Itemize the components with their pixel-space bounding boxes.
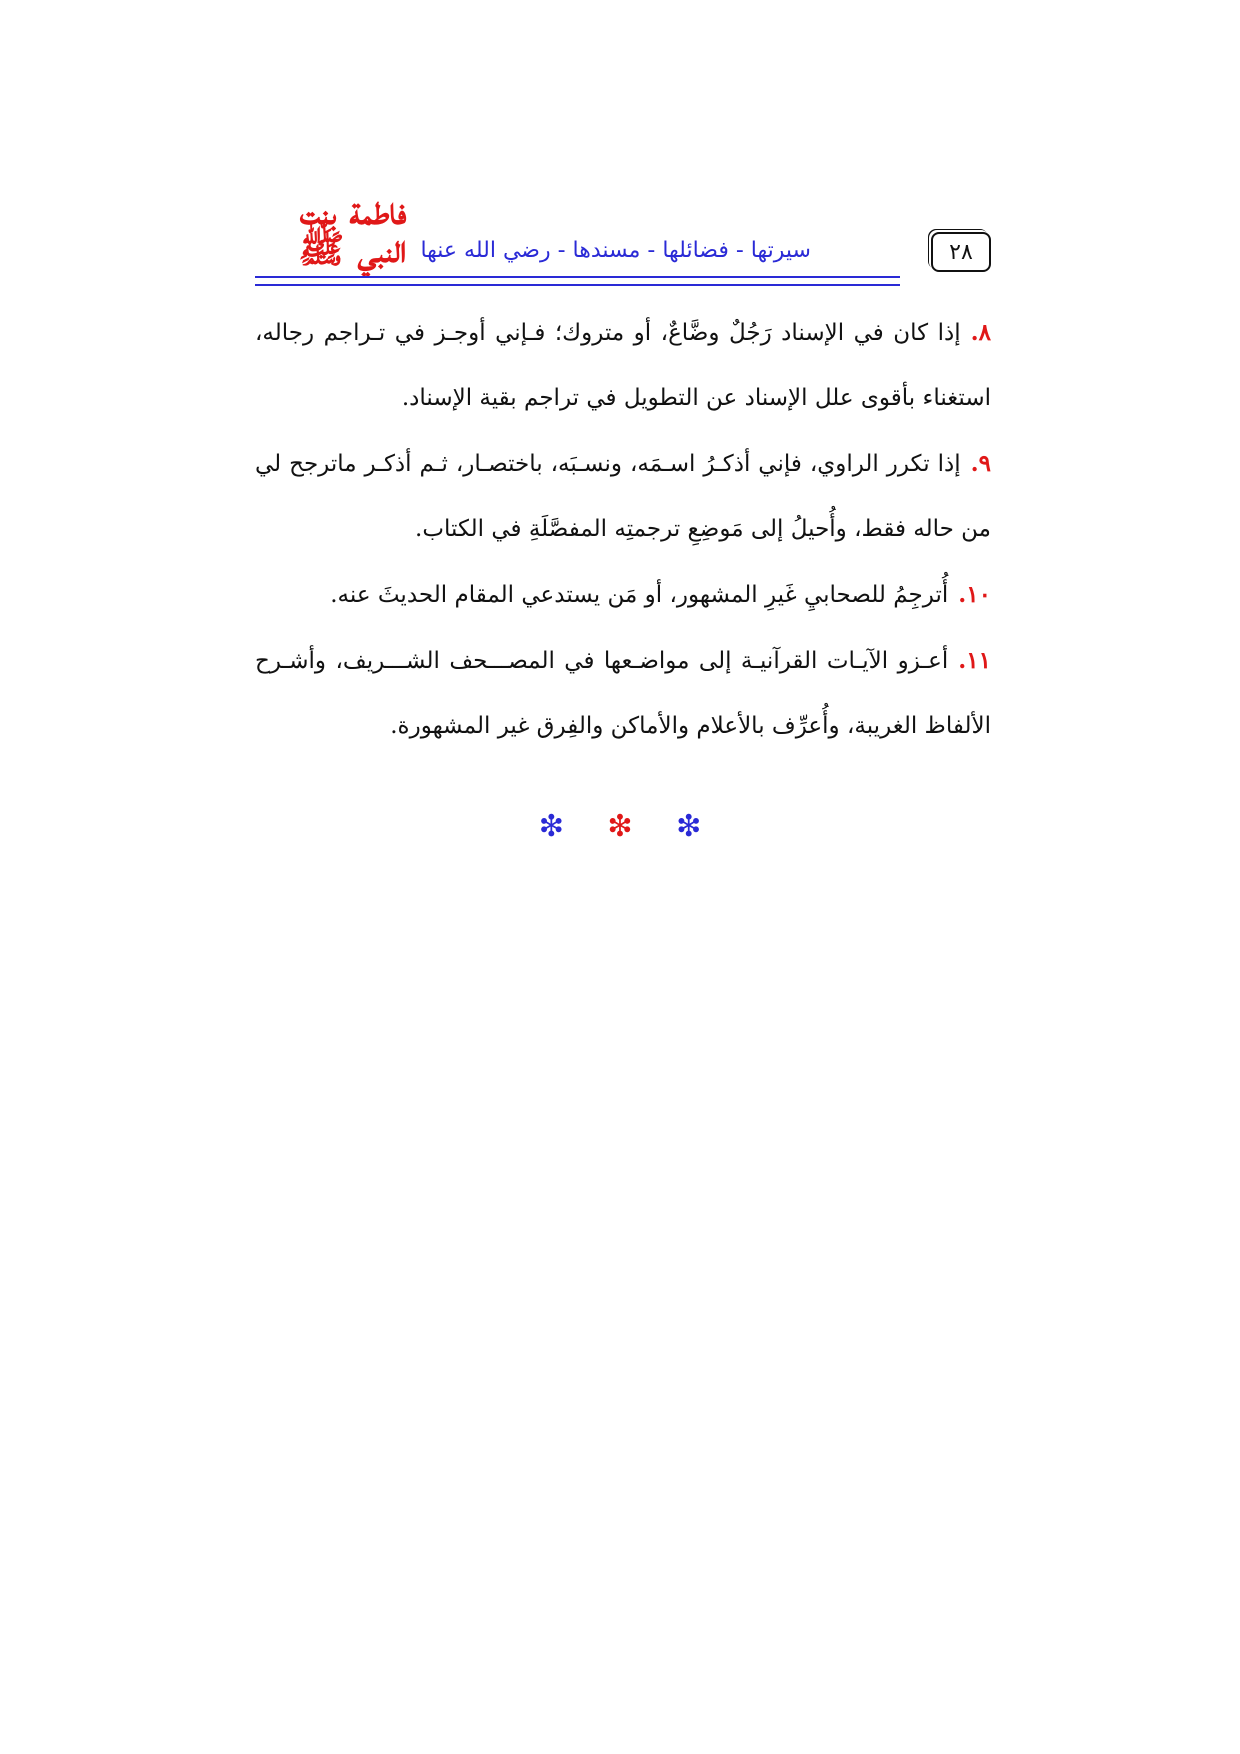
item-number: ١٠. bbox=[958, 581, 991, 608]
separator-star-icon: ❇ bbox=[538, 809, 564, 844]
list-item bbox=[255, 562, 991, 628]
separator-star-icon: ❇ bbox=[607, 809, 633, 844]
book-subtitle: سيرتها - فضائلها - مسندها - رضي الله عنها bbox=[420, 238, 811, 263]
item-number: ٩. bbox=[970, 450, 991, 477]
item-text: إذا تكرر الراوي، فإني أذكـرُ اسـمَه، ونسـبَه، باختصـار، ثـم أذكـر ماترجح لي من حاله فقط، وأُحيلُ إلى مَوضِعِ ترجمتِه المفصَّلَةِ في الكتاب. bbox=[255, 451, 991, 542]
section-separator bbox=[0, 809, 1240, 844]
separator-star-icon: ❇ bbox=[676, 809, 702, 844]
list-item bbox=[255, 300, 991, 431]
running-title bbox=[255, 188, 811, 271]
page-number: ٢٨ bbox=[931, 232, 991, 272]
item-text: إذا كان في الإسناد رَجُلٌ وضَّاعٌ، أو متروك؛ فـإني أوجـز في تـراجم رجاله، استغناء بأقوى علل الإسناد عن التطويل في تراجم بقية الإسناد. bbox=[255, 320, 991, 411]
item-number: ١١. bbox=[958, 647, 991, 674]
page-header bbox=[255, 188, 991, 290]
list-item bbox=[255, 431, 991, 562]
book-title: فاطمة بنت النبي ﷺ bbox=[298, 188, 407, 271]
item-text: أعـزو الآيـات القرآنيـة إلى مواضـعها في المصـــحف الشـــريف، وأشـرح الألفاظ الغريبة، وأُعرِّف بالأعلام والأماكن والفِرق غير المشهورة. bbox=[255, 648, 991, 739]
page-body bbox=[255, 300, 991, 759]
header-rule bbox=[255, 276, 900, 286]
item-text: أُترجِمُ للصحابيِ غَيرِ المشهور، أو مَن يستدعي المقام الحديثَ عنه. bbox=[330, 582, 949, 608]
item-number: ٨. bbox=[970, 319, 991, 346]
list-item bbox=[255, 628, 991, 759]
